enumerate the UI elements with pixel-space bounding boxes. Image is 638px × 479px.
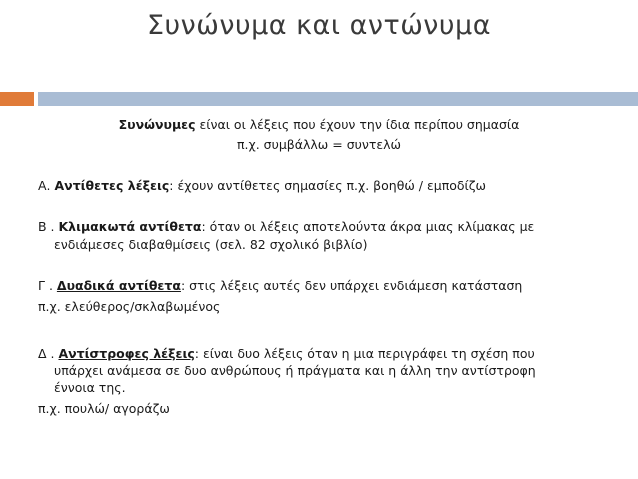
item-binary-antonyms [38,277,522,294]
item-term: Δυαδικά αντίθετα [56,278,181,293]
item-graded-antonyms [38,218,534,235]
item-antonyms [38,177,486,194]
synonyms-term: Συνώνυμες [118,117,196,132]
accent-bar [0,92,34,106]
item-converse-antonyms [38,345,535,362]
slide-title: Συνώνυμα και αντώνυμα [147,10,491,41]
item-text: : όταν οι λέξεις αποτελούντα άκρα μιας κλίμακας με [201,219,535,234]
header-bar [38,92,638,106]
item-term: Αντίθετες λέξεις [54,178,170,193]
item-text: : στις λέξεις αυτές δεν υπάρχει ενδιάμεση κατάσταση [180,278,523,293]
item-text: : είναι δυο λέξεις όταν η μια περιγράφει τη σχέση που [194,346,535,361]
item-continuation: ενδιάμεσες διαβαθμίσεις (σελ. 82 σχολικό βιβλίο) [54,237,368,252]
item-continuation: έννοια της. [54,380,126,395]
item-prefix: Β . [38,219,59,234]
synonyms-example: π.χ. συμβάλλω = συντελώ [237,137,401,152]
synonyms-text: είναι οι λέξεις που έχουν την ίδια περίπου σημασία [195,117,520,132]
item-prefix: Δ . [38,346,59,361]
item-prefix: Α. [38,178,55,193]
item-example: π.χ. ελεύθερος/σκλαβωμένος [38,299,221,314]
item-prefix: Γ . [38,278,57,293]
synonyms-definition [0,116,638,133]
item-term: Κλιμακωτά αντίθετα [58,219,202,234]
item-term: Αντίστροφες λέξεις [58,346,195,361]
item-continuation: υπάρχει ανάμεσα σε δυο ανθρώπους ή πράγματα και η άλλη την αντίστροφη [54,363,536,378]
item-text: : έχουν αντίθετες σημασίες π.χ. βοηθώ / εμποδίζω [169,178,487,193]
item-example: π.χ. πουλώ/ αγοράζω [38,401,170,416]
